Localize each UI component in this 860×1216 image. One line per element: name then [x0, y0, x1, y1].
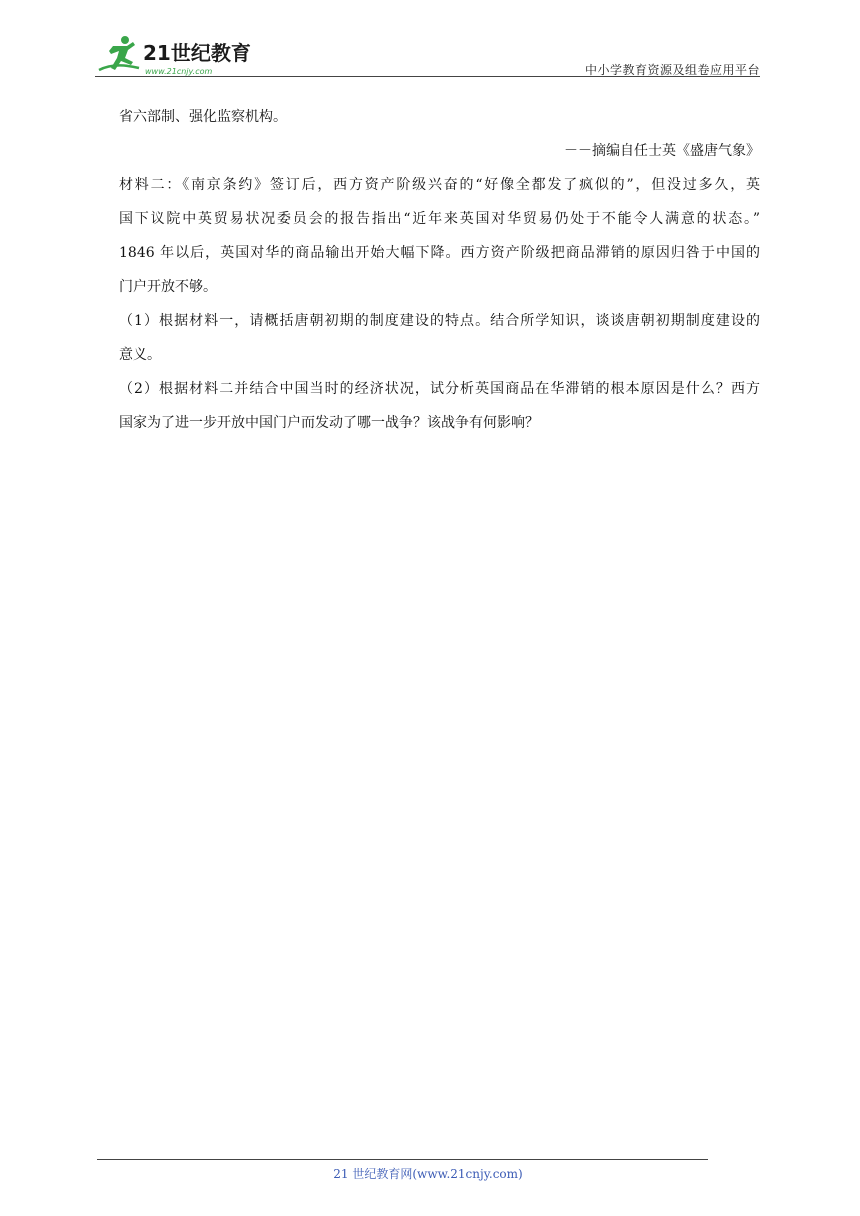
- material1-continuation: 省六部制、强化监察机构。: [119, 109, 287, 125]
- site-logo: [95, 32, 265, 78]
- footer-divider: [97, 1159, 708, 1160]
- runner-icon: [99, 36, 139, 70]
- material2-line: 1846 年以后，英国对华的商品输出开始大幅下降。西方资产阶级把商品滞销的原因归咎于中国的: [119, 245, 760, 261]
- material2-line: 材料二：《南京条约》签订后，西方资产阶级兴奋的“好像全都发了疯似的”，但没过多久，英: [119, 177, 760, 193]
- logo-main-text: 21世纪教育: [143, 41, 251, 65]
- header-divider: [95, 76, 760, 77]
- material1-attribution: －－摘编自任士英《盛唐气象》: [564, 143, 760, 159]
- material2-line: 门户开放不够。: [119, 279, 217, 295]
- logo-url-text: www.21cnjy.com: [145, 67, 213, 76]
- page-header: [95, 32, 760, 78]
- document-body: [119, 100, 760, 440]
- material2-line: 国下议院中英贸易状况委员会的报告指出“近年来英国对华贸易仍处于不能令人满意的状态。”: [119, 211, 760, 227]
- question-2-line: 国家为了进一步开放中国门户而发动了哪一战争？该战争有何影响？: [119, 415, 539, 431]
- question-1-line: 意义。: [119, 347, 161, 363]
- header-platform-text: 中小学教育资源及组卷应用平台: [584, 63, 760, 77]
- question-1-line: （1）根据材料一，请概括唐朝初期的制度建设的特点。结合所学知识，谈谈唐朝初期制度建设的: [119, 313, 760, 329]
- footer-link[interactable]: 21 世纪教育网(www.21cnjy.com): [333, 1167, 523, 1181]
- question-2-line: （2）根据材料二并结合中国当时的经济状况，试分析英国商品在华滞销的根本原因是什么？西方: [119, 381, 760, 397]
